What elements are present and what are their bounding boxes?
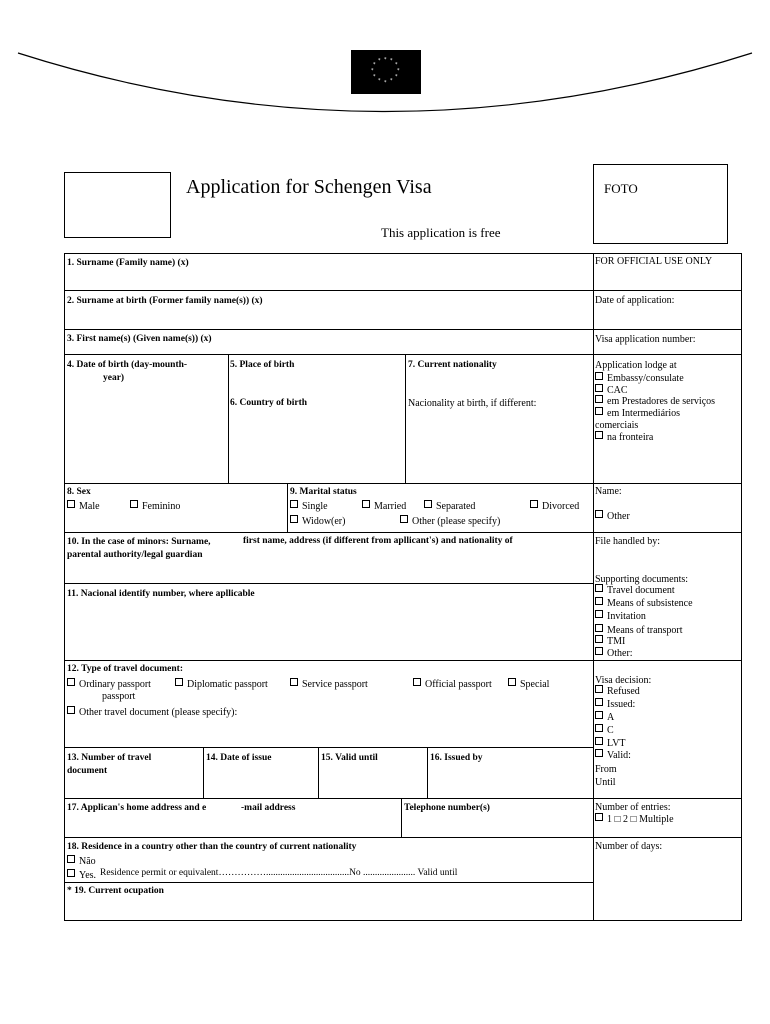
sep-4 [64,483,593,484]
field-14-label: 14. Date of issue [206,753,272,763]
checkbox-icon [67,855,75,863]
field-11-label: 11. Nacional identify number, where apllicable [67,589,255,599]
official-days-label: Number of days: [595,841,663,852]
sex-male-option[interactable]: Male [67,500,100,512]
lodged-providers-option[interactable]: em Prestadores de serviços [595,395,715,409]
field-17-label-cont: -mail address [241,803,296,813]
field-2-label: 2. Surname at birth (Former family name(s)) (x) [67,296,263,306]
svg-text:*: * [390,78,393,84]
checkbox-icon [595,407,603,415]
lodged-border-option[interactable]: na fronteira [595,431,653,445]
decision-refused-option[interactable]: Refused [595,685,640,699]
field-16-label: 16. Issued by [430,753,483,763]
doc-ordinary-option[interactable]: Ordinary passport [67,678,151,690]
stamp-box [64,172,171,238]
vsep-15-16 [427,747,428,798]
checkbox-icon [595,711,603,719]
support-other-option[interactable]: Other: [595,647,633,661]
checkbox-icon [595,624,603,632]
field-5-label: 5. Place of birth [230,360,295,370]
vsep-8-9 [287,483,288,532]
sep-8 [64,747,593,748]
off-sep-8 [593,837,742,838]
svg-text:*: * [395,62,398,68]
sex-female-option[interactable]: Feminino [130,500,180,512]
eu-flag-icon [351,50,421,94]
sep-2 [64,329,593,330]
photo-box [593,164,728,244]
field-19-label: * 19. Current ocupation [67,886,164,896]
vsep-14-15 [318,747,319,798]
checkbox-icon [175,678,183,686]
svg-text:*: * [378,78,381,84]
lodged-intermediaries-option[interactable]: em Intermediários [595,407,680,421]
field-10-label: 10. In the case of minors: Surname, [67,537,211,547]
field-7-label: 7. Current nationality [408,360,497,370]
checkbox-icon [595,597,603,605]
official-date-application: Date of application: [595,295,675,306]
checkbox-icon [595,384,603,392]
vsep-5-7 [405,354,406,483]
marital-married-option[interactable]: Married [362,500,406,512]
support-tmi-option[interactable]: TMI [595,635,625,649]
marital-divorced-option[interactable]: Divorced [530,500,579,512]
sep-5 [64,532,593,533]
checkbox-icon [595,698,603,706]
decision-c-option[interactable]: C [595,724,614,738]
checkbox-icon [595,737,603,745]
residence-no-option[interactable]: Não [67,855,96,867]
decision-until-label: Until [595,777,616,788]
off-sep-2 [593,329,742,330]
field-18-label: 18. Residence in a country other than the country of current nationality [67,842,357,852]
sep-10 [64,837,593,838]
checkbox-icon [595,431,603,439]
field-13-label-cont: document [67,766,108,776]
sep-6 [64,583,593,584]
checkbox-icon [400,515,408,523]
field-13-label: 13. Number of travel [67,753,152,763]
lodged-embassy-option[interactable]: Embassy/consulate [595,372,684,386]
page-subtitle: This application is free [381,225,501,240]
off-sep-1 [593,290,742,291]
doc-service-option[interactable]: Service passport [290,678,368,690]
checkbox-icon [67,678,75,686]
checkbox-icon [67,706,75,714]
field-7-sub-label: Nacionality at birth, if different: [408,398,537,409]
decision-from-label: From [595,764,617,775]
checkbox-icon [290,678,298,686]
lodged-intermediaries-cont: comerciais [595,420,639,431]
decision-issued-option[interactable]: Issued: [595,698,635,712]
official-name-label: Name: [595,486,622,497]
sep-11 [64,882,593,883]
sep-3 [64,354,593,355]
residence-permit-line: Residence permit or equivalent……………...................................No ...................... Valid until [100,868,458,878]
checkbox-icon [595,395,603,403]
checkbox-icon [290,515,298,523]
sep-7 [64,660,593,661]
checkbox-icon [595,635,603,643]
checkbox-icon [595,685,603,693]
vsep-17 [401,798,402,837]
decision-valid-option[interactable]: Valid: [595,749,631,763]
checkbox-icon [508,678,516,686]
svg-text:*: * [395,74,398,80]
checkbox-icon [67,500,75,508]
checkbox-icon [595,510,603,518]
checkbox-icon [595,372,603,380]
field-10-label-line2: parental authority/legal guardian [67,550,203,560]
marital-single-option[interactable]: Single [290,500,328,512]
decision-lvt-option[interactable]: LVT [595,737,626,751]
off-sep-5 [593,532,742,533]
checkbox-icon [595,724,603,732]
field-4-label-cont: year) [103,373,125,383]
official-title: FOR OFFICIAL USE ONLY [595,256,713,267]
sep-1 [64,290,593,291]
svg-text:*: * [397,68,400,74]
svg-text:*: * [384,57,387,63]
field-4-label: 4. Date of birth (day-mounth- [67,360,188,370]
support-travel-doc-option[interactable]: Travel document [595,584,675,598]
official-supporting-label: Supporting documents: [595,574,689,585]
doc-other-option[interactable]: Other travel document (please specify): [67,706,237,718]
checkbox-icon [130,500,138,508]
checkbox-icon [362,500,370,508]
checkbox-icon [67,869,75,877]
checkbox-icon [530,500,538,508]
doc-diplomatic-option[interactable]: Diplomatic passport [175,678,268,690]
off-sep-7 [593,798,742,799]
field-1-label: 1. Surname (Family name) (x) [67,258,189,268]
photo-label: FOTO [604,181,638,196]
field-3-label: 3. First name(s) (Given name(s)) (x) [67,334,212,344]
vsep-4-5 [228,354,229,483]
sep-9 [64,798,593,799]
field-12-label: 12. Type of travel document: [67,664,184,674]
off-sep-4 [593,483,742,484]
official-visa-number: Visa application number: [595,334,696,345]
checkbox-icon [595,584,603,592]
decision-a-option[interactable]: A [595,711,614,725]
checkbox-icon [413,678,421,686]
svg-text:*: * [378,58,381,64]
svg-text:*: * [371,68,374,74]
doc-official-option[interactable]: Official passport [413,678,492,690]
official-decision-label: Visa decision: [595,675,652,686]
svg-text:*: * [373,62,376,68]
support-invitation-option[interactable]: Invitation [595,610,646,624]
field-10-label-cont: first name, address (if different from apllicant's) and nationality of [243,536,513,546]
vsep-13-14 [203,747,204,798]
residence-yes-option[interactable]: Yes. [67,869,96,881]
field-6-label: 6. Country of birth [230,398,308,408]
checkbox-icon [424,500,432,508]
entries-options[interactable]: 1 □ 2 □ Multiple [595,813,674,827]
checkbox-icon [595,610,603,618]
field-8-label: 8. Sex [67,487,91,497]
support-transport-option[interactable]: Means of transport [595,624,683,638]
lodged-cac-option[interactable]: CAC [595,384,628,398]
official-entries-label: Number of entries: [595,802,671,813]
checkbox-icon [595,647,603,655]
field-17-phone-label: Telephone number(s) [404,803,490,813]
official-file-handled: File handled by: [595,536,660,547]
field-15-label: 15. Valid until [321,753,378,763]
off-sep-3 [593,354,742,355]
svg-text:*: * [384,80,387,86]
svg-text:*: * [390,58,393,64]
doc-passport-cont: passport [102,691,136,702]
checkbox-icon [595,749,603,757]
field-17-label: 17. Applican's home address and e [67,803,207,813]
doc-special-option[interactable]: Special [508,678,549,690]
marital-widow-option[interactable]: Widow(er) [290,515,345,527]
page-title: Application for Schengen Visa [186,176,432,198]
support-subsistence-option[interactable]: Means of subsistence [595,597,693,611]
marital-separated-option[interactable]: Separated [424,500,475,512]
official-lodged-label: Application lodge at [595,360,677,371]
marital-other-option[interactable]: Other (please specify) [400,515,500,527]
checkbox-icon [290,500,298,508]
official-other-option[interactable]: Other [595,510,630,524]
checkbox-icon [595,813,603,821]
field-9-label: 9. Marital status [290,487,357,497]
svg-text:*: * [373,74,376,80]
